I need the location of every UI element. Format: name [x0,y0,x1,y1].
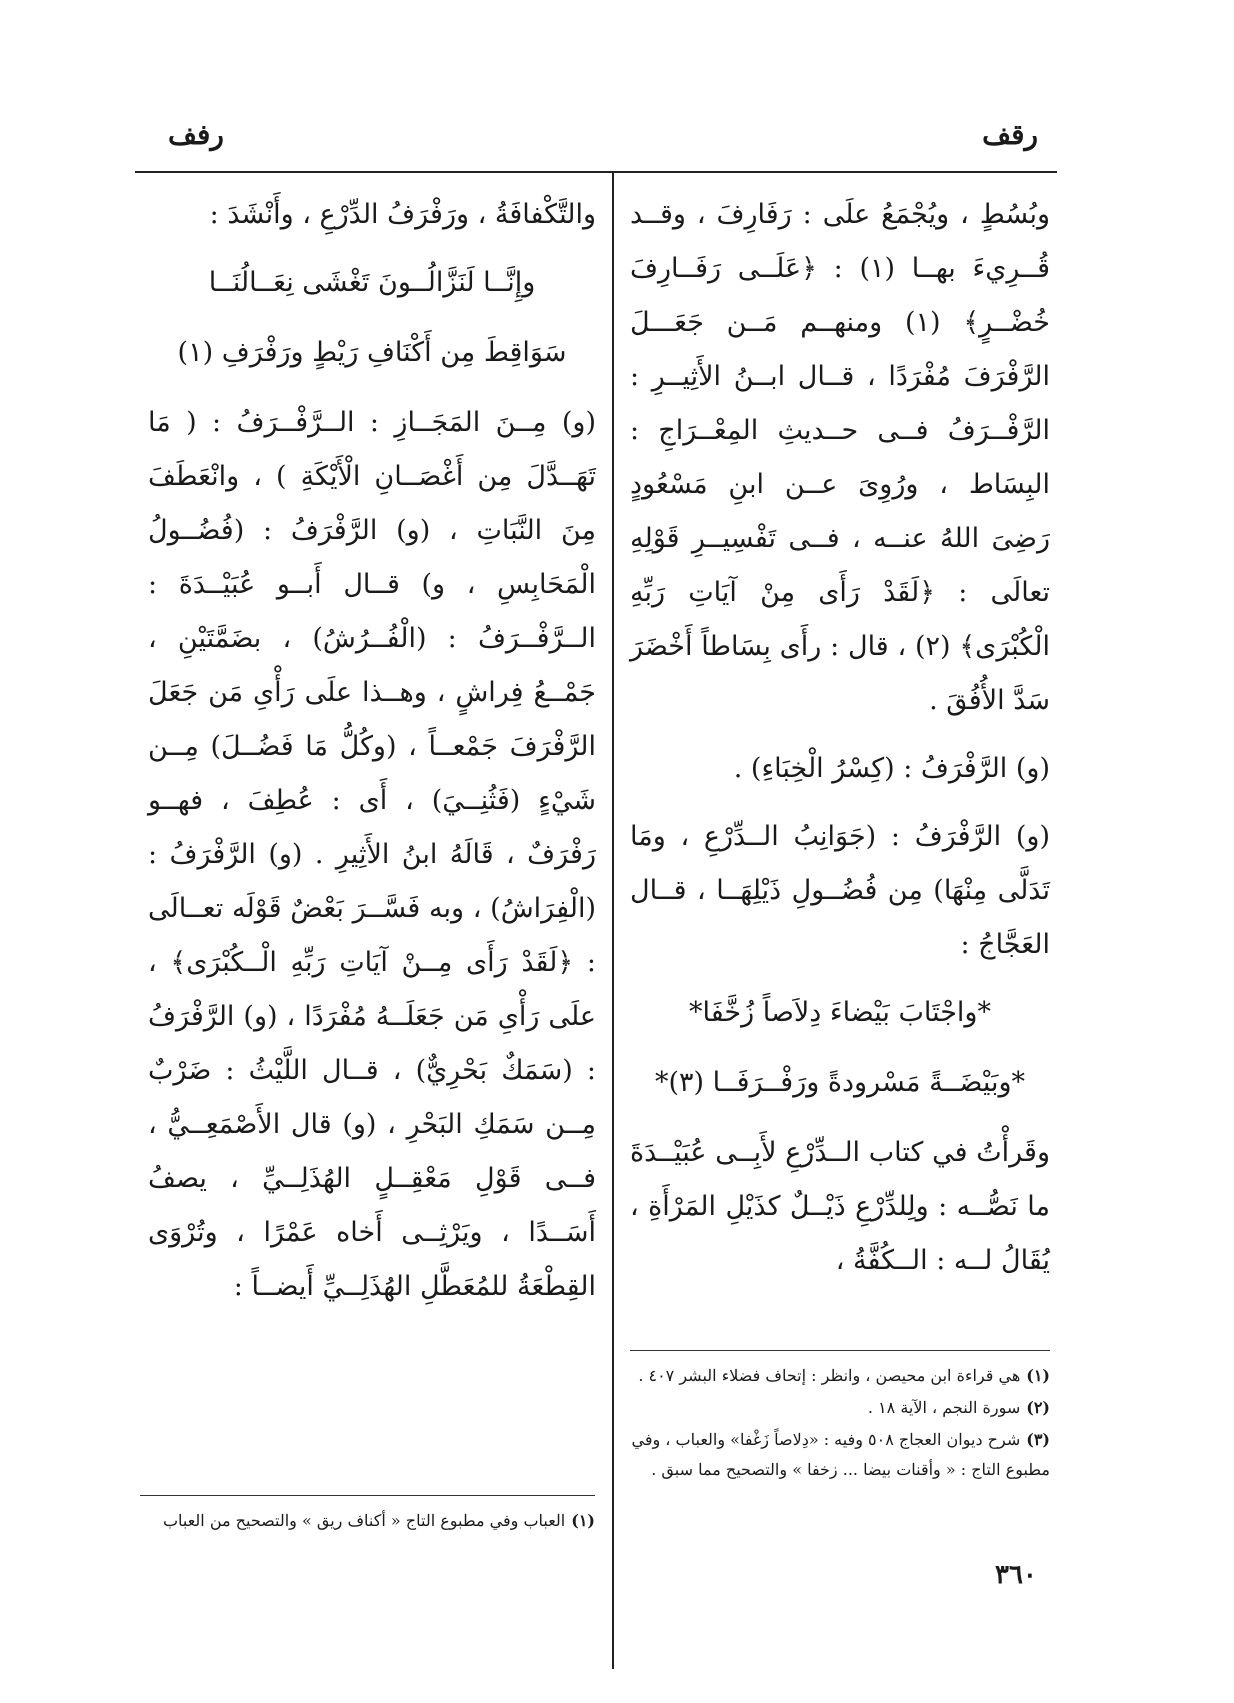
footnote: (١)العباب وفي مطبوع التاج « أكناف ريق » والتصحيح من العباب [162,1511,595,1530]
footnote: (٣)شرح ديوان العجاج ٥٠٨ وفيه : «دِلاصاً زَغْفا» والعباب ، وفي مطبوع التاج : « وأقنات بيضا ... زخفا » والتصحيح مما سبق . [631,1430,1050,1479]
left-footnote-rule [140,1495,595,1496]
column-divider [612,171,614,1669]
right-paragraph-2: (و) الرَّفْرَفُ : (كِسْرُ الْخِبَاءِ) . [733,753,1050,784]
right-paragraph-4: وقَرأْتُ في كتاب الــدِّرْعِ لأَبِــى عُبَيْــدَةَ ما نَصُّــه : ولِلدِّرْعِ ذَيْــلٌ كذَيْلِ المَرْأَةِ ، يُقَالُ لــه : الــكُفَّةُ ، [630,1137,1050,1276]
right-verse-1: *واجْتَابَ بَيْضاءَ دِلاَصاً زُخَّفَا* [689,997,991,1028]
right-column [630,188,1050,1302]
right-paragraph-3: (و) الرَّفْرَفُ : (جَوَانِبُ الــدِّرْعِ ، ومَا تَدَلَّى مِنْهَا) مِن فُضُــولِ ذَيْلِهَــا ، قــال العَجَّاجُ : [630,821,1050,960]
left-verse-1: وإِنَّــا لَنَزَّالُــونَ تَغْشَى نِعَــالُنَــا [208,267,536,298]
footnote: (٢)سورة النجم ، الآية ١٨ . [867,1398,1050,1417]
header-rule [135,171,1057,173]
left-footnotes [140,1495,595,1538]
page-number: ٣٦٠ [995,1560,1037,1590]
footnote: (١)هي قراءة ابن محيصن ، وانظر : إتحاف فضلاء البشر ٤٠٧ . [638,1366,1050,1385]
right-footnotes [630,1350,1050,1487]
left-verse-2: سَوَاقِطَ مِن أَكْنَافِ رَيْطٍ ورَفْرَفِ (١) [177,337,567,368]
left-paragraph-2: (و) مِــنَ المَجَــازِ : الــرَّفْــرَفُ : ( مَا تَهَــدَّلَ مِن أَغْصَــانِ الْأَيْكَةِ ) ، وانْعَطَفَ مِنَ النَّبَاتِ ، (و) الرَّفْرَفُ : (فُضُــولُ الْمَحَابِسِ ، و) قــال أَبــو عُبَيْــدَةَ : الــرَّفْــرَفُ : (الْفُــرُشُ) ، بضَمَّتَيْنِ ، جَمْــعُ فِراشٍ ، وهــذا علَى رَأْىِ مَن جَعَلَ الرَّفْرَفَ جَمْعــاً ، (وكُلُّ مَا فَضُــلَ) مِــن شَيْءٍ (فَثُنِــيَ) ، أَى : عُطِفَ ، فهــو رَفْرَفٌ ، قَالَهُ ابنُ الأَثِيرِ . (و) الرَّفْرَفُ : (الْفِرَاشُ) ، وبه فَسَّــرَ بَعْضٌ قَوْلَه تعــالَى : ﴿لَقَدْ رَأَى مِــنْ آيَاتِ رَبِّهِ الْــكُبْرَى﴾ ، علَى رَأْىِ مَن جَعَلَــهُ مُفْرَدًا ، (و) الرَّفْرَفُ : (سَمَكٌ بَحْرِيٌّ) ، قــال اللَّيْثُ : ضَرْبٌ مِــن سَمَكِ البَحْرِ ، (و) قال الأَصْمَعِــيُّ ، فــى قَوْلِ مَعْقِــلٍ الهُذَلِــيِّ ، يصفُ أَسَــدًا ، ويَرْثِــى أَخاه عَمْرًا ، وتُرْوَى القِطْعَةُ للمُعَطَّلِ الهُذَلِــيِّ أَيضــاً : [148,407,596,1302]
header-right-word: رقف [982,118,1038,151]
right-footnote-rule [630,1350,1050,1351]
left-column [148,188,596,1328]
left-paragraph-1: والتَّكْفافَةُ ، ورَفْرَفُ الدِّرْعِ ، وأَنْشَدَ : [209,199,596,230]
right-verse-2: *وبَيْضَــةً مَسْرودةً ورَفْــرَفَــا (٣)* [654,1067,1026,1098]
right-paragraph-1: وبُسُطٍ ، ويُجْمَعُ علَى : رَفَارِفَ ، وقــد قُــرِيءَ بهــا (١) : ﴿عَلَــى رَفَــارِفَ خُضْــرٍ﴾ (١) ومنهــم مَــن جَعَـــلَ الرَّفْرَفَ مُفْرَدًا ، قــال ابــنُ الأَثِيــرِ : الرَّفْــرَفُ فــى حــديثِ المِعْــرَاجِ : البِسَاط ، ورُوِىَ عــن ابنِ مَسْعُودٍ رَضِىَ اللهُ عنــه ، فــى تَفْسِيــرِ قَوْلِهِ تعالَى : ﴿لَقَدْ رَأَى مِنْ آيَاتِ رَبِّهِ الْكُبْرَى﴾ (٢) ، قال : رأَى بِسَاطاً أَخْضَرَ سَدَّ الأُفُقَ . [630,199,1051,716]
header-left-word: رفف [168,118,224,151]
